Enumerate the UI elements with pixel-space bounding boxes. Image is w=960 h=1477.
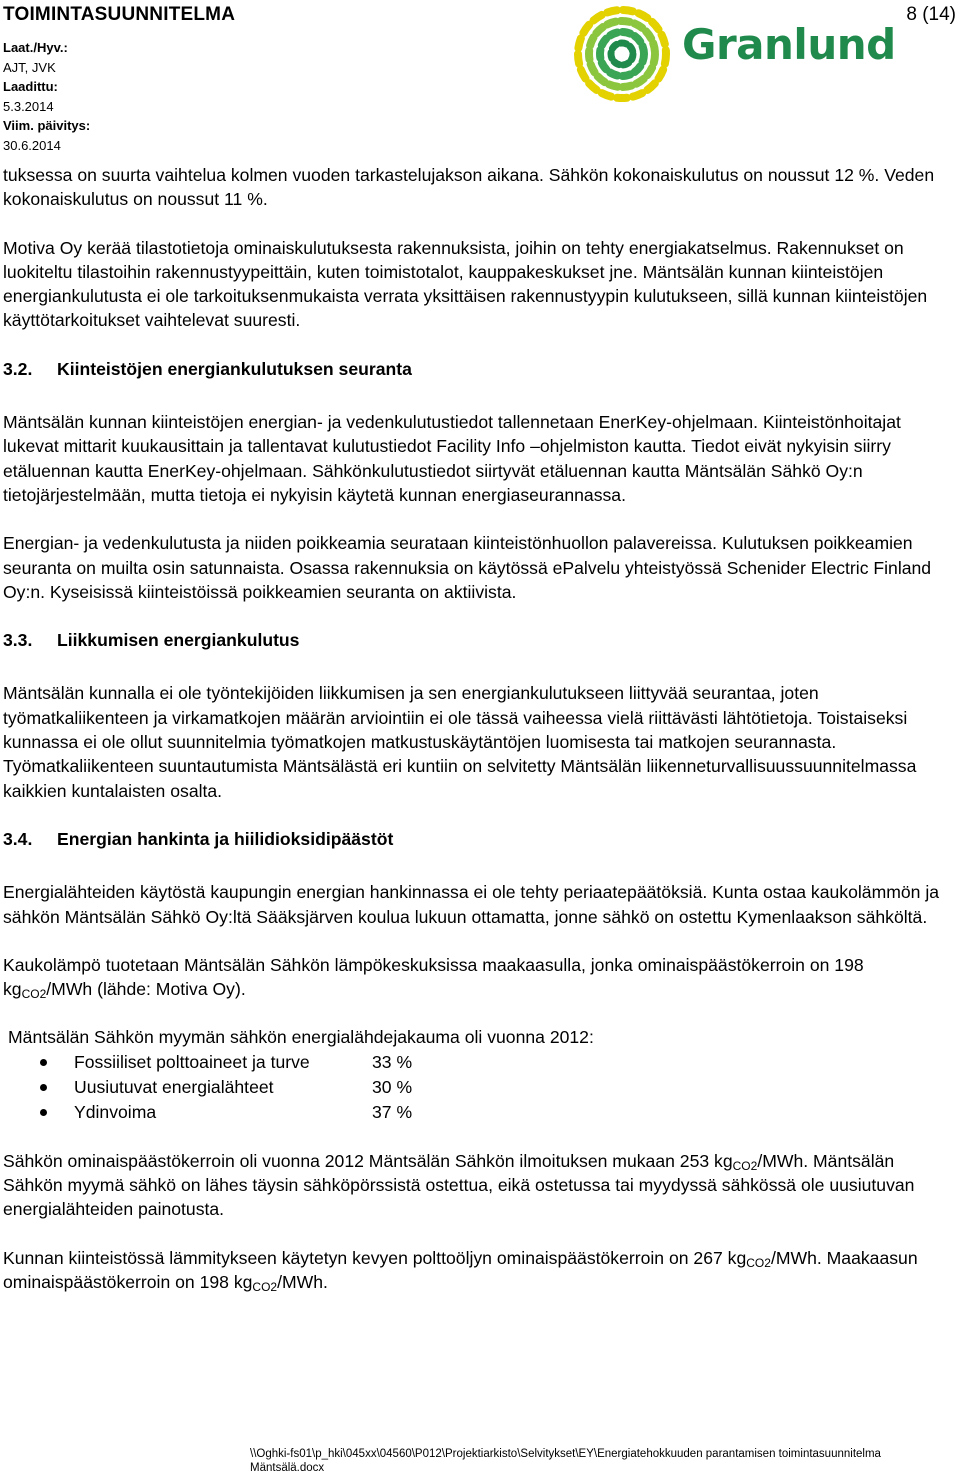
paragraph: Motiva Oy kerää tilastotietoja ominaiskulutuksesta rakennuksista, joihin on tehty energiakatselmus. Rakennukset on luokiteltu tilastoihin rakennustyypeittäin, kuten toimistotalot, kauppakeskukset jne. Mäntsälän kunnan kiinteistöjen energiankulutusta ei ole tarkoituksenmukaista verrata yksittäisen rakennustyypin kulutukseen, sillä kunnan kiinteistöjen käyttötarkoitukset vaihtelevat suuresti. (3, 237, 928, 331)
document-body (3, 163, 943, 1294)
page-number: 8 (14) (906, 4, 956, 25)
document-title: TOIMINTASUUNNITELMA (3, 4, 236, 25)
co2-subscript: CO2 (21, 987, 47, 1002)
section-number: 3.4. (3, 828, 33, 849)
co2-subscript: CO2 (732, 1158, 758, 1173)
file-path-footer: \\Oghki-fs01\p_hki\045xx\04560\P012\Projektiarkisto\Selvitykset\EY\Energiatehokkuuden parantamisen toimintasuunnitelma Mäntsälä.docx (250, 1448, 881, 1474)
paragraph: tuksessa on suurta vaihtelua kolmen vuoden tarkastelujakson aikana. Sähkön kokonaiskulutus on noussut 12 %. Veden kokonaiskulutus on noussut 11 %. (3, 165, 935, 210)
logo-wordmark: Granlund (682, 20, 896, 69)
paragraph: Sähkön ominaispäästökerroin oli vuonna 2012 Mäntsälän Sähkön ilmoituksen mukaan 253 $kg_{CO2}$/MWh. Mäntsälän Sähkön myymä sähkö on lähes täysin sähköpörssistä ostettua, eikä ostetussa tai myydyssä sähkössä ole uusiutuvan energialähteiden painotusta. (3, 1150, 915, 1220)
co2-subscript: CO2 (746, 1255, 771, 1270)
logo-mark-icon (564, 2, 680, 104)
paragraph: Energian- ja vedenkulutusta ja niiden poikkeamia seurataan kiinteistönhuollon palavereissa. Kulutuksen poikkeamien seuranta on muilta osin satunnaista. Osassa rakennuksia on käytössä ePalvelu yhteistyössä Schenider Electric Finland Oy:n. Kyseisissä kiinteistöissä poikkeamien seuranta on aktiivista. (3, 533, 932, 602)
page-header (0, 0, 960, 153)
paragraph: Kaukolämpö tuotetaan Mäntsälän Sähkön lämpökeskuksissa maakaasulla, jonka ominaispäästökerroin on 198 $kg_{CO2}$/MWh (lähde: Motiva Oy). (3, 954, 864, 1002)
meta-value: AJT, JVK (3, 59, 56, 75)
section-title: Kiinteistöjen energiankulutuksen seuranta (57, 358, 412, 379)
paragraph: Mäntsälän kunnalla ei ole työntekijöiden liikkumisen ja sen energiankulutukseen liittyvää seurantaa, joten työmatkaliikenteen ja virkamatkojen määrän arviointiin ei ole tässä vaiheessa vielä riittävästi lähtötietoja. Toistaiseksi kunnassa ei ole ollut suunnitelmia työmatkojen matkustuskäytäntöjen luomisesta tai matkojen seurannasta. Työmatkaliikenteen suuntautumista Mäntsälästä eri kuntiin on selvitetty Mäntsälän liikenneturvallisuussuunnitelmassa kaikkien kuntalaisten osalta. (3, 683, 917, 801)
meta-label: Laadittu: (3, 79, 58, 94)
section-heading (3, 628, 943, 652)
energy-mix-list (3, 1050, 943, 1125)
section-number: 3.3. (3, 630, 33, 651)
paragraph: Energialähteiden käytöstä kaupungin energian hankinnassa ei ole tehty periaatepäätöksiä. Kunta ostaa kaukolämmön ja sähkön Mäntsälän Sähkö Oy:ltä Sääksjärven koulua lukuun ottamatta, jonne sähkö on ostettu Kymenlaakson sähköltä. (3, 882, 940, 927)
list-item: Ydinvoima 37 % (3, 1100, 943, 1125)
section-title: Liikkumisen energiankulutus (57, 630, 300, 651)
document-meta (3, 38, 90, 155)
list-item: Fossiiliset polttoaineet ja turve 33 % (3, 1050, 943, 1075)
section-heading (3, 357, 943, 381)
co2-subscript: CO2 (252, 1279, 278, 1294)
paragraph: Mäntsälän kunnan kiinteistöjen energian- ja vedenkulutustiedot tallennetaan EnerKey-ohjelmaan. Kiinteistönhoitajat lukevat mittarit kuukausittain ja tallentavat kulutustiedot Facility Info –ohjelmiston kautta. Tiedot eivät nykyisin siirry etäluennan kautta EnerKey-ohjelmaan. Sähkönkulutustiedot siirtyvät etäluennan kautta Mäntsälän Sähkö Oy:n tietojärjestelmään, mutta tietoja ei nykyisin käytetä kunnan energiaseurannassa. (3, 412, 901, 505)
meta-value: 5.3.2014 (3, 98, 54, 114)
section-heading (3, 827, 943, 851)
meta-label: Laat./Hyv.: (3, 40, 68, 55)
paragraph: Mäntsälän Sähkön myymän sähkön energialähdejakauma oli vuonna 2012: (8, 1027, 594, 1048)
meta-label: Viim. päivitys: (3, 118, 91, 133)
granlund-logo (564, 2, 896, 104)
paragraph: Kunnan kiinteistössä lämmitykseen käytetyn kevyen polttoöljyn ominaispäästökerroin on 267 $kg_{CO2}$/MWh. Maakaasun ominaispäästökerroin on 198 $kg_{CO2}$/MWh. (3, 1247, 918, 1294)
section-number: 3.2. (3, 358, 33, 379)
list-item: Uusiutuvat energialähteet 30 % (3, 1075, 943, 1100)
section-title: Energian hankinta ja hiilidioksidipäästöt (57, 828, 394, 849)
meta-value: 30.6.2014 (3, 137, 61, 153)
